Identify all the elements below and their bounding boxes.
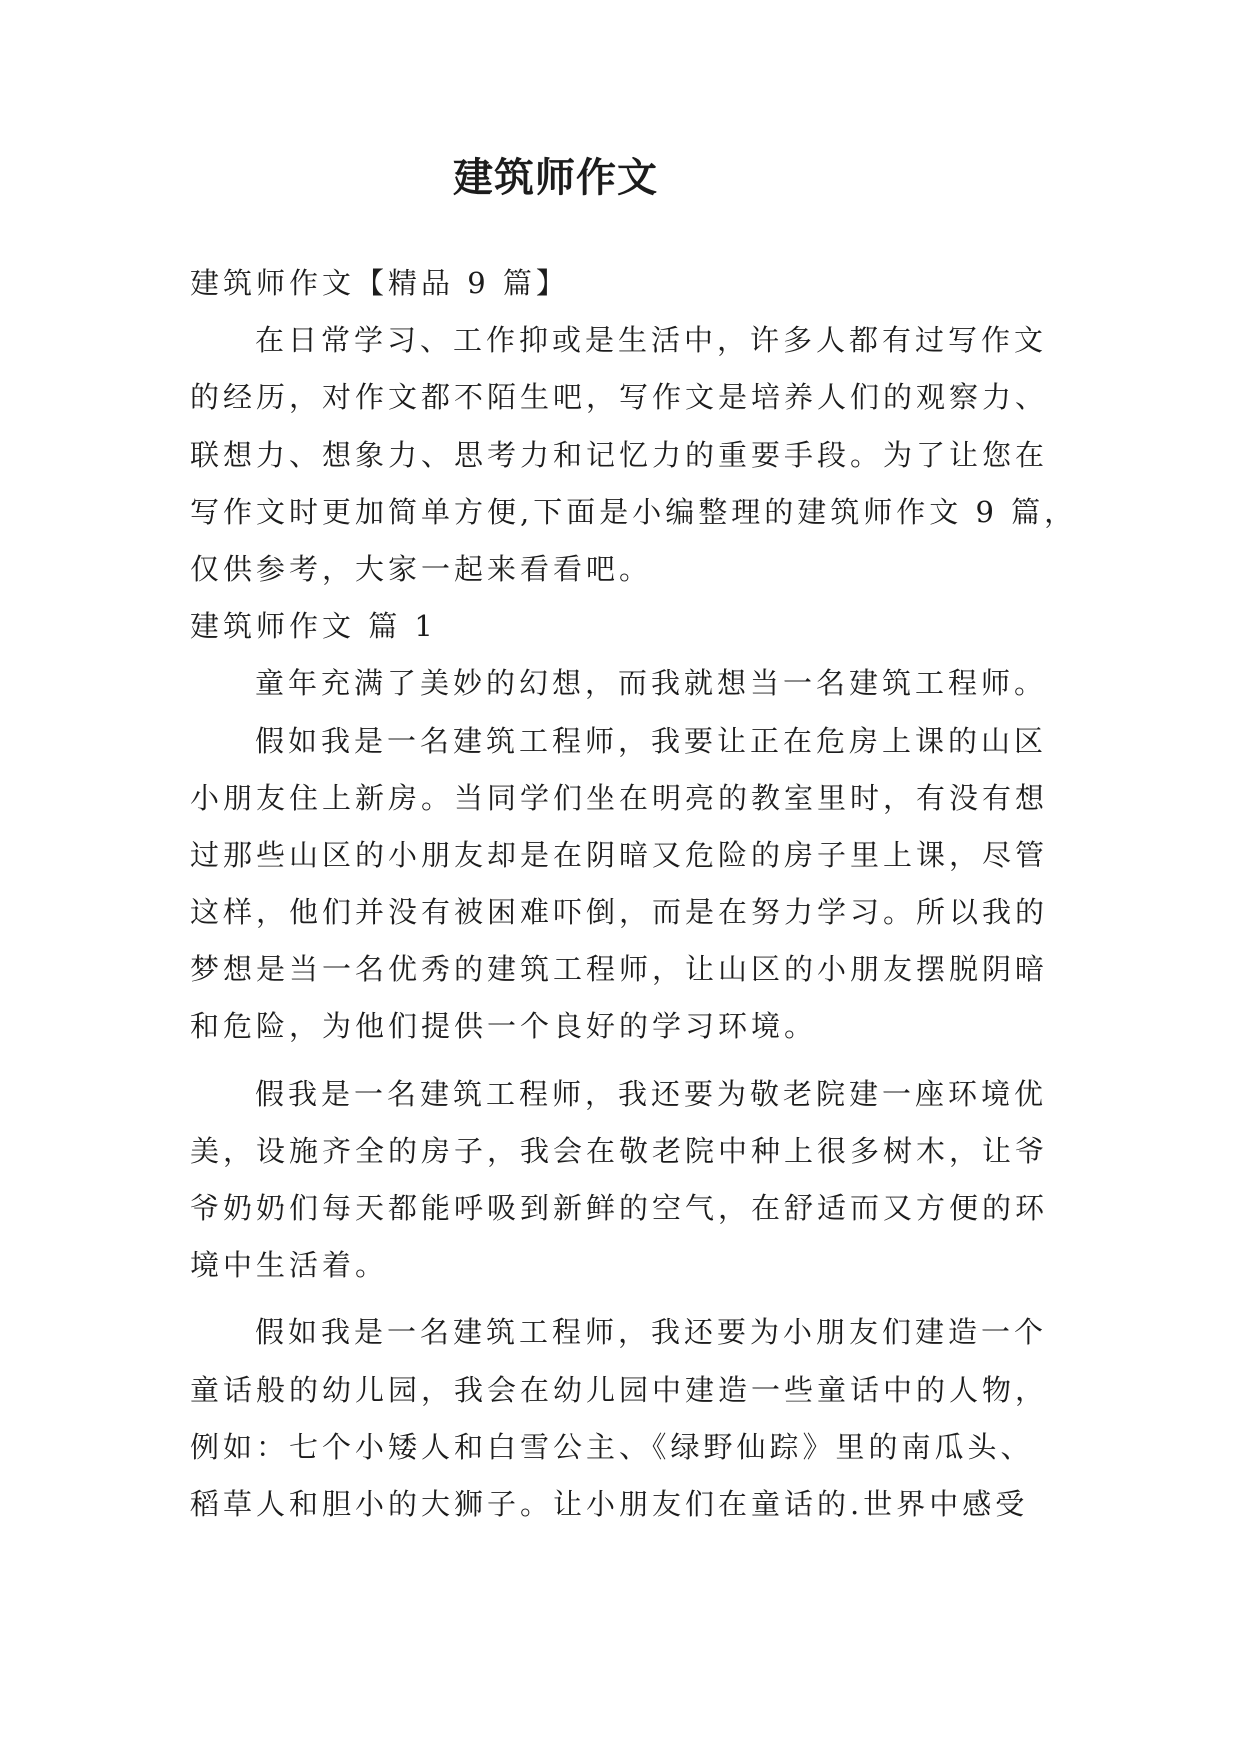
essay-paragraph (190, 655, 1090, 712)
document-subtitle: 建筑师作文【精品 9 篇】 (190, 266, 569, 300)
section-heading: 建筑师作文 篇 1 (190, 609, 437, 644)
paragraph-line: 爷奶奶们每天都能呼吸到新鲜的空气，在舒适而又方便的环 (190, 1191, 1049, 1225)
paragraph-line: 美，设施齐全的房子，我会在敬老院中种上很多树木，让爷 (190, 1133, 1049, 1168)
document-body (190, 255, 1090, 1533)
paragraph-line: 稻草人和胆小的大狮子。让小朋友们在童话的.世界中感受 (190, 1486, 1029, 1521)
paragraph-line: 在日常学习、工作抑或是生活中，许多人都有过写作文 (255, 323, 1048, 358)
paragraph-line: 的经历，对作文都不陌生吧，写作文是培养人们的观察力、 (190, 380, 1049, 415)
paragraph-line: 这样，他们并没有被困难吓倒，而是在努力学习。所以我的 (190, 895, 1049, 930)
essay-paragraph (190, 1066, 1090, 1295)
paragraph-line: 假我是一名建筑工程师，我还要为敬老院建一座环境优 (255, 1076, 1048, 1111)
document-title: 建筑师作文 (453, 154, 658, 201)
paragraph-line: 仅供参考，大家一起来看看吧。 (190, 551, 653, 586)
paragraph-line: 写作文时更加简单方便,下面是小编整理的建筑师作文 9 篇， (190, 494, 1078, 529)
essay-paragraph (190, 1304, 1090, 1533)
paragraph-line: 例如：七个小矮人和白雪公主、《绿野仙踪》里的南瓜头、 (190, 1429, 1034, 1464)
paragraph-line: 小朋友住上新房。当同学们坐在明亮的教室里时，有没有想 (190, 780, 1049, 815)
paragraph-line: 联想力、想象力、思考力和记忆力的重要手段。为了让您在 (190, 437, 1049, 472)
paragraph-line: 境中生活着。 (190, 1248, 389, 1283)
intro-paragraph (190, 312, 1090, 598)
paragraph-line: 假如我是一名建筑工程师，我要让正在危房上课的山区 (255, 723, 1048, 758)
paragraph-line: 童年充满了美妙的幻想，而我就想当一名建筑工程师。 (255, 666, 1048, 701)
paragraph-line: 梦想是当一名优秀的建筑工程师，让山区的小朋友摆脱阴暗 (190, 952, 1049, 987)
paragraph-line: 和危险，为他们提供一个良好的学习环境。 (190, 1009, 818, 1044)
paragraph-line: 假如我是一名建筑工程师，我还要为小朋友们建造一个 (255, 1315, 1048, 1350)
paragraph-line: 童话般的幼儿园，我会在幼儿园中建造一些童话中的人物， (190, 1372, 1049, 1407)
essay-paragraph (190, 713, 1090, 1056)
paragraph-line: 过那些山区的小朋友却是在阴暗又危险的房子里上课，尽管 (190, 837, 1049, 872)
